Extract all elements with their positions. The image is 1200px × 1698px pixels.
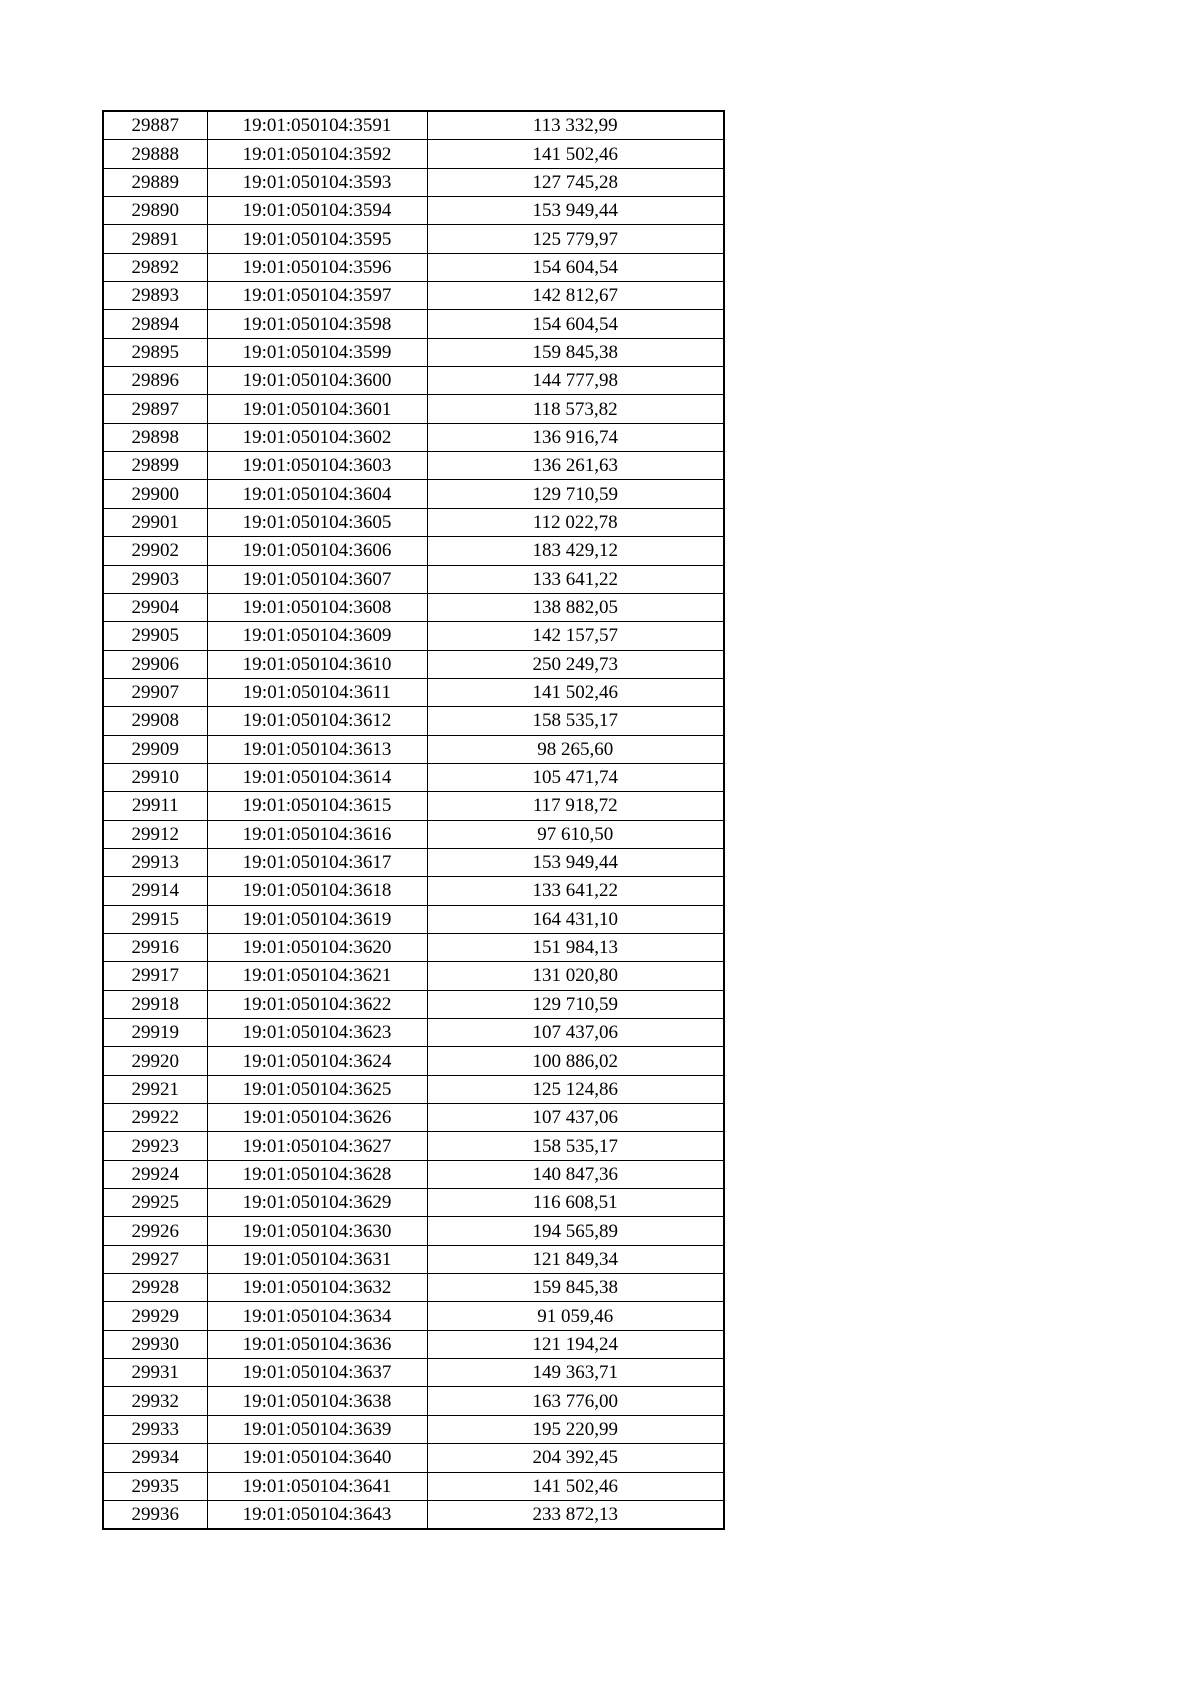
row-number-cell: 29915 [103,905,207,933]
cadastral-number-cell: 19:01:050104:3602 [207,423,427,451]
table-row [103,367,724,395]
row-number-cell: 29922 [103,1104,207,1132]
table-row [103,565,724,593]
value-cell: 183 429,12 [427,537,724,565]
cadastral-number-cell: 19:01:050104:3629 [207,1189,427,1217]
table-row [103,1189,724,1217]
table-row [103,1302,724,1330]
value-cell: 133 641,22 [427,877,724,905]
table-row [103,1104,724,1132]
value-cell: 136 261,63 [427,452,724,480]
cadastral-number-cell: 19:01:050104:3623 [207,1019,427,1047]
table-row [103,282,724,310]
row-number-cell: 29931 [103,1359,207,1387]
cadastral-number-cell: 19:01:050104:3616 [207,820,427,848]
row-number-cell: 29934 [103,1444,207,1472]
cadastral-number-cell: 19:01:050104:3607 [207,565,427,593]
row-number-cell: 29899 [103,452,207,480]
table-row [103,480,724,508]
value-cell: 151 984,13 [427,933,724,961]
row-number-cell: 29891 [103,225,207,253]
value-cell: 117 918,72 [427,792,724,820]
row-number-cell: 29910 [103,763,207,791]
cadastral-number-cell: 19:01:050104:3603 [207,452,427,480]
row-number-cell: 29908 [103,707,207,735]
value-cell: 121 194,24 [427,1330,724,1358]
cadastral-number-cell: 19:01:050104:3621 [207,962,427,990]
row-number-cell: 29890 [103,197,207,225]
value-cell: 159 845,38 [427,1274,724,1302]
value-cell: 144 777,98 [427,367,724,395]
row-number-cell: 29902 [103,537,207,565]
records-table [102,110,725,1530]
value-cell: 141 502,46 [427,678,724,706]
records-table-body [103,111,724,1529]
row-number-cell: 29901 [103,508,207,536]
row-number-cell: 29905 [103,622,207,650]
value-cell: 113 332,99 [427,111,724,140]
cadastral-number-cell: 19:01:050104:3637 [207,1359,427,1387]
table-row [103,140,724,168]
table-row [103,792,724,820]
row-number-cell: 29894 [103,310,207,338]
row-number-cell: 29892 [103,253,207,281]
table-row [103,707,724,735]
table-row [103,1160,724,1188]
row-number-cell: 29933 [103,1415,207,1443]
cadastral-number-cell: 19:01:050104:3614 [207,763,427,791]
table-row [103,338,724,366]
value-cell: 163 776,00 [427,1387,724,1415]
value-cell: 129 710,59 [427,990,724,1018]
cadastral-number-cell: 19:01:050104:3594 [207,197,427,225]
row-number-cell: 29926 [103,1217,207,1245]
cadastral-number-cell: 19:01:050104:3619 [207,905,427,933]
cadastral-number-cell: 19:01:050104:3639 [207,1415,427,1443]
table-row [103,1387,724,1415]
value-cell: 140 847,36 [427,1160,724,1188]
value-cell: 107 437,06 [427,1104,724,1132]
cadastral-number-cell: 19:01:050104:3601 [207,395,427,423]
row-number-cell: 29913 [103,848,207,876]
cadastral-number-cell: 19:01:050104:3606 [207,537,427,565]
row-number-cell: 29893 [103,282,207,310]
table-row [103,820,724,848]
value-cell: 250 249,73 [427,650,724,678]
value-cell: 136 916,74 [427,423,724,451]
table-row [103,1359,724,1387]
table-row [103,1019,724,1047]
table-row [103,622,724,650]
row-number-cell: 29920 [103,1047,207,1075]
cadastral-number-cell: 19:01:050104:3592 [207,140,427,168]
row-number-cell: 29930 [103,1330,207,1358]
value-cell: 100 886,02 [427,1047,724,1075]
row-number-cell: 29919 [103,1019,207,1047]
row-number-cell: 29924 [103,1160,207,1188]
table-row [103,962,724,990]
table-row [103,253,724,281]
cadastral-number-cell: 19:01:050104:3617 [207,848,427,876]
row-number-cell: 29903 [103,565,207,593]
row-number-cell: 29914 [103,877,207,905]
cadastral-number-cell: 19:01:050104:3622 [207,990,427,1018]
cadastral-number-cell: 19:01:050104:3630 [207,1217,427,1245]
cadastral-number-cell: 19:01:050104:3640 [207,1444,427,1472]
value-cell: 131 020,80 [427,962,724,990]
cadastral-number-cell: 19:01:050104:3599 [207,338,427,366]
table-row [103,1500,724,1529]
table-row [103,1274,724,1302]
table-row [103,310,724,338]
row-number-cell: 29907 [103,678,207,706]
row-number-cell: 29928 [103,1274,207,1302]
cadastral-number-cell: 19:01:050104:3625 [207,1075,427,1103]
value-cell: 141 502,46 [427,140,724,168]
table-row [103,1415,724,1443]
value-cell: 116 608,51 [427,1189,724,1217]
cadastral-number-cell: 19:01:050104:3595 [207,225,427,253]
value-cell: 129 710,59 [427,480,724,508]
value-cell: 153 949,44 [427,197,724,225]
row-number-cell: 29923 [103,1132,207,1160]
table-row [103,1217,724,1245]
cadastral-number-cell: 19:01:050104:3597 [207,282,427,310]
row-number-cell: 29898 [103,423,207,451]
table-row [103,1444,724,1472]
value-cell: 138 882,05 [427,593,724,621]
table-row [103,395,724,423]
table-row [103,423,724,451]
table-row [103,111,724,140]
row-number-cell: 29912 [103,820,207,848]
table-row [103,1047,724,1075]
table-row [103,168,724,196]
row-number-cell: 29918 [103,990,207,1018]
value-cell: 142 157,57 [427,622,724,650]
value-cell: 194 565,89 [427,1217,724,1245]
value-cell: 159 845,38 [427,338,724,366]
row-number-cell: 29888 [103,140,207,168]
cadastral-number-cell: 19:01:050104:3628 [207,1160,427,1188]
cadastral-number-cell: 19:01:050104:3600 [207,367,427,395]
value-cell: 154 604,54 [427,310,724,338]
cadastral-number-cell: 19:01:050104:3609 [207,622,427,650]
row-number-cell: 29897 [103,395,207,423]
row-number-cell: 29929 [103,1302,207,1330]
cadastral-number-cell: 19:01:050104:3596 [207,253,427,281]
value-cell: 153 949,44 [427,848,724,876]
table-row [103,1330,724,1358]
table-row [103,1472,724,1500]
value-cell: 125 124,86 [427,1075,724,1103]
row-number-cell: 29887 [103,111,207,140]
table-row [103,763,724,791]
cadastral-number-cell: 19:01:050104:3611 [207,678,427,706]
row-number-cell: 29921 [103,1075,207,1103]
value-cell: 195 220,99 [427,1415,724,1443]
table-row [103,678,724,706]
value-cell: 158 535,17 [427,1132,724,1160]
value-cell: 91 059,46 [427,1302,724,1330]
cadastral-number-cell: 19:01:050104:3593 [207,168,427,196]
row-number-cell: 29925 [103,1189,207,1217]
value-cell: 158 535,17 [427,707,724,735]
value-cell: 98 265,60 [427,735,724,763]
value-cell: 121 849,34 [427,1245,724,1273]
value-cell: 105 471,74 [427,763,724,791]
table-row [103,593,724,621]
value-cell: 141 502,46 [427,1472,724,1500]
row-number-cell: 29916 [103,933,207,961]
value-cell: 125 779,97 [427,225,724,253]
table-row [103,905,724,933]
row-number-cell: 29936 [103,1500,207,1529]
cadastral-number-cell: 19:01:050104:3613 [207,735,427,763]
row-number-cell: 29911 [103,792,207,820]
row-number-cell: 29927 [103,1245,207,1273]
table-row [103,452,724,480]
cadastral-number-cell: 19:01:050104:3638 [207,1387,427,1415]
value-cell: 233 872,13 [427,1500,724,1529]
row-number-cell: 29889 [103,168,207,196]
table-row [103,650,724,678]
row-number-cell: 29900 [103,480,207,508]
row-number-cell: 29935 [103,1472,207,1500]
value-cell: 112 022,78 [427,508,724,536]
table-row [103,990,724,1018]
value-cell: 133 641,22 [427,565,724,593]
value-cell: 149 363,71 [427,1359,724,1387]
cadastral-number-cell: 19:01:050104:3604 [207,480,427,508]
cadastral-number-cell: 19:01:050104:3632 [207,1274,427,1302]
row-number-cell: 29904 [103,593,207,621]
cadastral-number-cell: 19:01:050104:3605 [207,508,427,536]
cadastral-number-cell: 19:01:050104:3631 [207,1245,427,1273]
cadastral-number-cell: 19:01:050104:3626 [207,1104,427,1132]
row-number-cell: 29909 [103,735,207,763]
table-row [103,508,724,536]
table-row [103,225,724,253]
cadastral-number-cell: 19:01:050104:3598 [207,310,427,338]
cadastral-number-cell: 19:01:050104:3591 [207,111,427,140]
table-row [103,1245,724,1273]
table-row [103,197,724,225]
value-cell: 204 392,45 [427,1444,724,1472]
cadastral-number-cell: 19:01:050104:3636 [207,1330,427,1358]
table-row [103,933,724,961]
value-cell: 127 745,28 [427,168,724,196]
table-row [103,877,724,905]
cadastral-number-cell: 19:01:050104:3608 [207,593,427,621]
value-cell: 154 604,54 [427,253,724,281]
row-number-cell: 29932 [103,1387,207,1415]
row-number-cell: 29906 [103,650,207,678]
cadastral-number-cell: 19:01:050104:3620 [207,933,427,961]
row-number-cell: 29917 [103,962,207,990]
table-row [103,848,724,876]
cadastral-number-cell: 19:01:050104:3615 [207,792,427,820]
cadastral-number-cell: 19:01:050104:3610 [207,650,427,678]
table-row [103,735,724,763]
cadastral-number-cell: 19:01:050104:3643 [207,1500,427,1529]
value-cell: 142 812,67 [427,282,724,310]
value-cell: 97 610,50 [427,820,724,848]
row-number-cell: 29896 [103,367,207,395]
table-row [103,537,724,565]
cadastral-number-cell: 19:01:050104:3641 [207,1472,427,1500]
cadastral-number-cell: 19:01:050104:3627 [207,1132,427,1160]
row-number-cell: 29895 [103,338,207,366]
cadastral-number-cell: 19:01:050104:3618 [207,877,427,905]
cadastral-number-cell: 19:01:050104:3612 [207,707,427,735]
value-cell: 164 431,10 [427,905,724,933]
table-row [103,1075,724,1103]
value-cell: 107 437,06 [427,1019,724,1047]
cadastral-number-cell: 19:01:050104:3624 [207,1047,427,1075]
cadastral-number-cell: 19:01:050104:3634 [207,1302,427,1330]
value-cell: 118 573,82 [427,395,724,423]
table-row [103,1132,724,1160]
